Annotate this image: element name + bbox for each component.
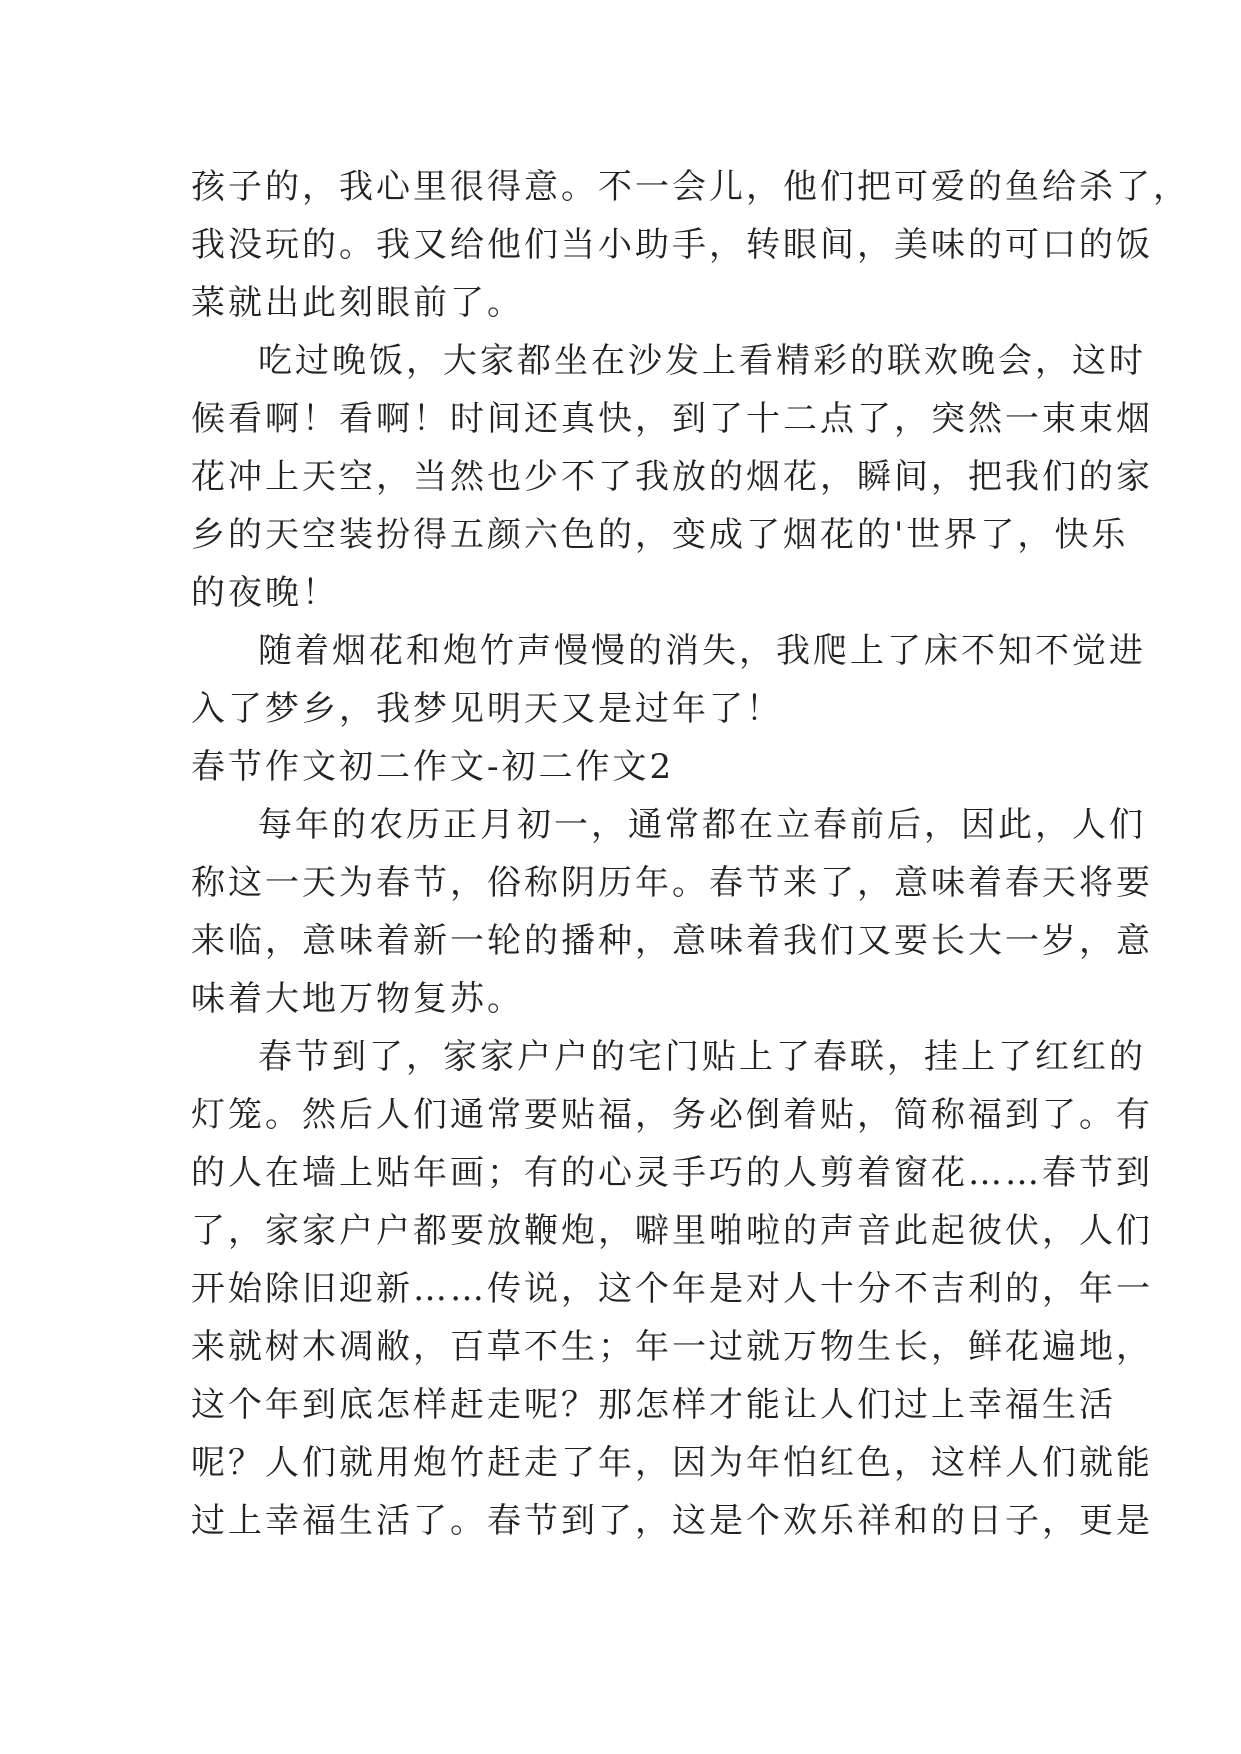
text-line: 了，家家户户都要放鞭炮，噼里啪啦的声音此起彼伏，人们 xyxy=(191,1211,1153,1251)
text-line: 我没玩的。我又给他们当小助手，转眼间，美味的可口的饭 xyxy=(191,225,1153,265)
text-line: 开始除旧迎新……传说，这个年是对人十分不吉利的，年一 xyxy=(191,1269,1153,1309)
text-line: 呢？人们就用炮竹赶走了年，因为年怕红色，这样人们就能 xyxy=(191,1443,1153,1483)
text-line: 味着大地万物复苏。 xyxy=(191,979,524,1019)
text-line: 春节到了，家家户户的宅门贴上了春联，挂上了红红的 xyxy=(258,1037,1146,1077)
text-line: 孩子的，我心里很得意。不一会儿，他们把可爱的鱼给杀了， xyxy=(191,167,1190,207)
text-line: 菜就出此刻眼前了。 xyxy=(191,283,524,323)
text-line: 这个年到底怎样赶走呢？那怎样才能让人们过上幸福生活 xyxy=(191,1385,1116,1425)
text-line: 入了梦乡，我梦见明天又是过年了！ xyxy=(191,689,783,729)
text-line: 随着烟花和炮竹声慢慢的消失，我爬上了床不知不觉进 xyxy=(258,631,1146,671)
document-body xyxy=(191,158,1190,1550)
text-line: 灯笼。然后人们通常要贴福，务必倒着贴，简称福到了。有 xyxy=(191,1095,1153,1135)
text-line: 春节作文初二作文-初二作文2 xyxy=(191,747,675,787)
text-line: 过上幸福生活了。春节到了，这是个欢乐祥和的日子，更是 xyxy=(191,1501,1153,1541)
text-line: 花冲上天空，当然也少不了我放的烟花，瞬间，把我们的家 xyxy=(191,457,1153,497)
text-line: 的夜晚！ xyxy=(191,573,339,613)
text-line: 候看啊！看啊！时间还真快，到了十二点了，突然一束束烟 xyxy=(191,399,1153,439)
text-line: 的人在墙上贴年画；有的心灵手巧的人剪着窗花……春节到 xyxy=(191,1153,1153,1193)
text-line: 每年的农历正月初一，通常都在立春前后，因此，人们 xyxy=(258,805,1146,845)
text-line: 乡的天空装扮得五颜六色的，变成了烟花的'世界了，快乐 xyxy=(191,515,1129,555)
text-line: 来就树木凋敝，百草不生；年一过就万物生长，鲜花遍地， xyxy=(191,1327,1153,1367)
text-line: 吃过晚饭，大家都坐在沙发上看精彩的联欢晚会，这时 xyxy=(258,341,1146,381)
text-line: 称这一天为春节，俗称阴历年。春节来了，意味着春天将要 xyxy=(191,863,1153,903)
text-line: 来临，意味着新一轮的播种，意味着我们又要长大一岁，意 xyxy=(191,921,1153,961)
